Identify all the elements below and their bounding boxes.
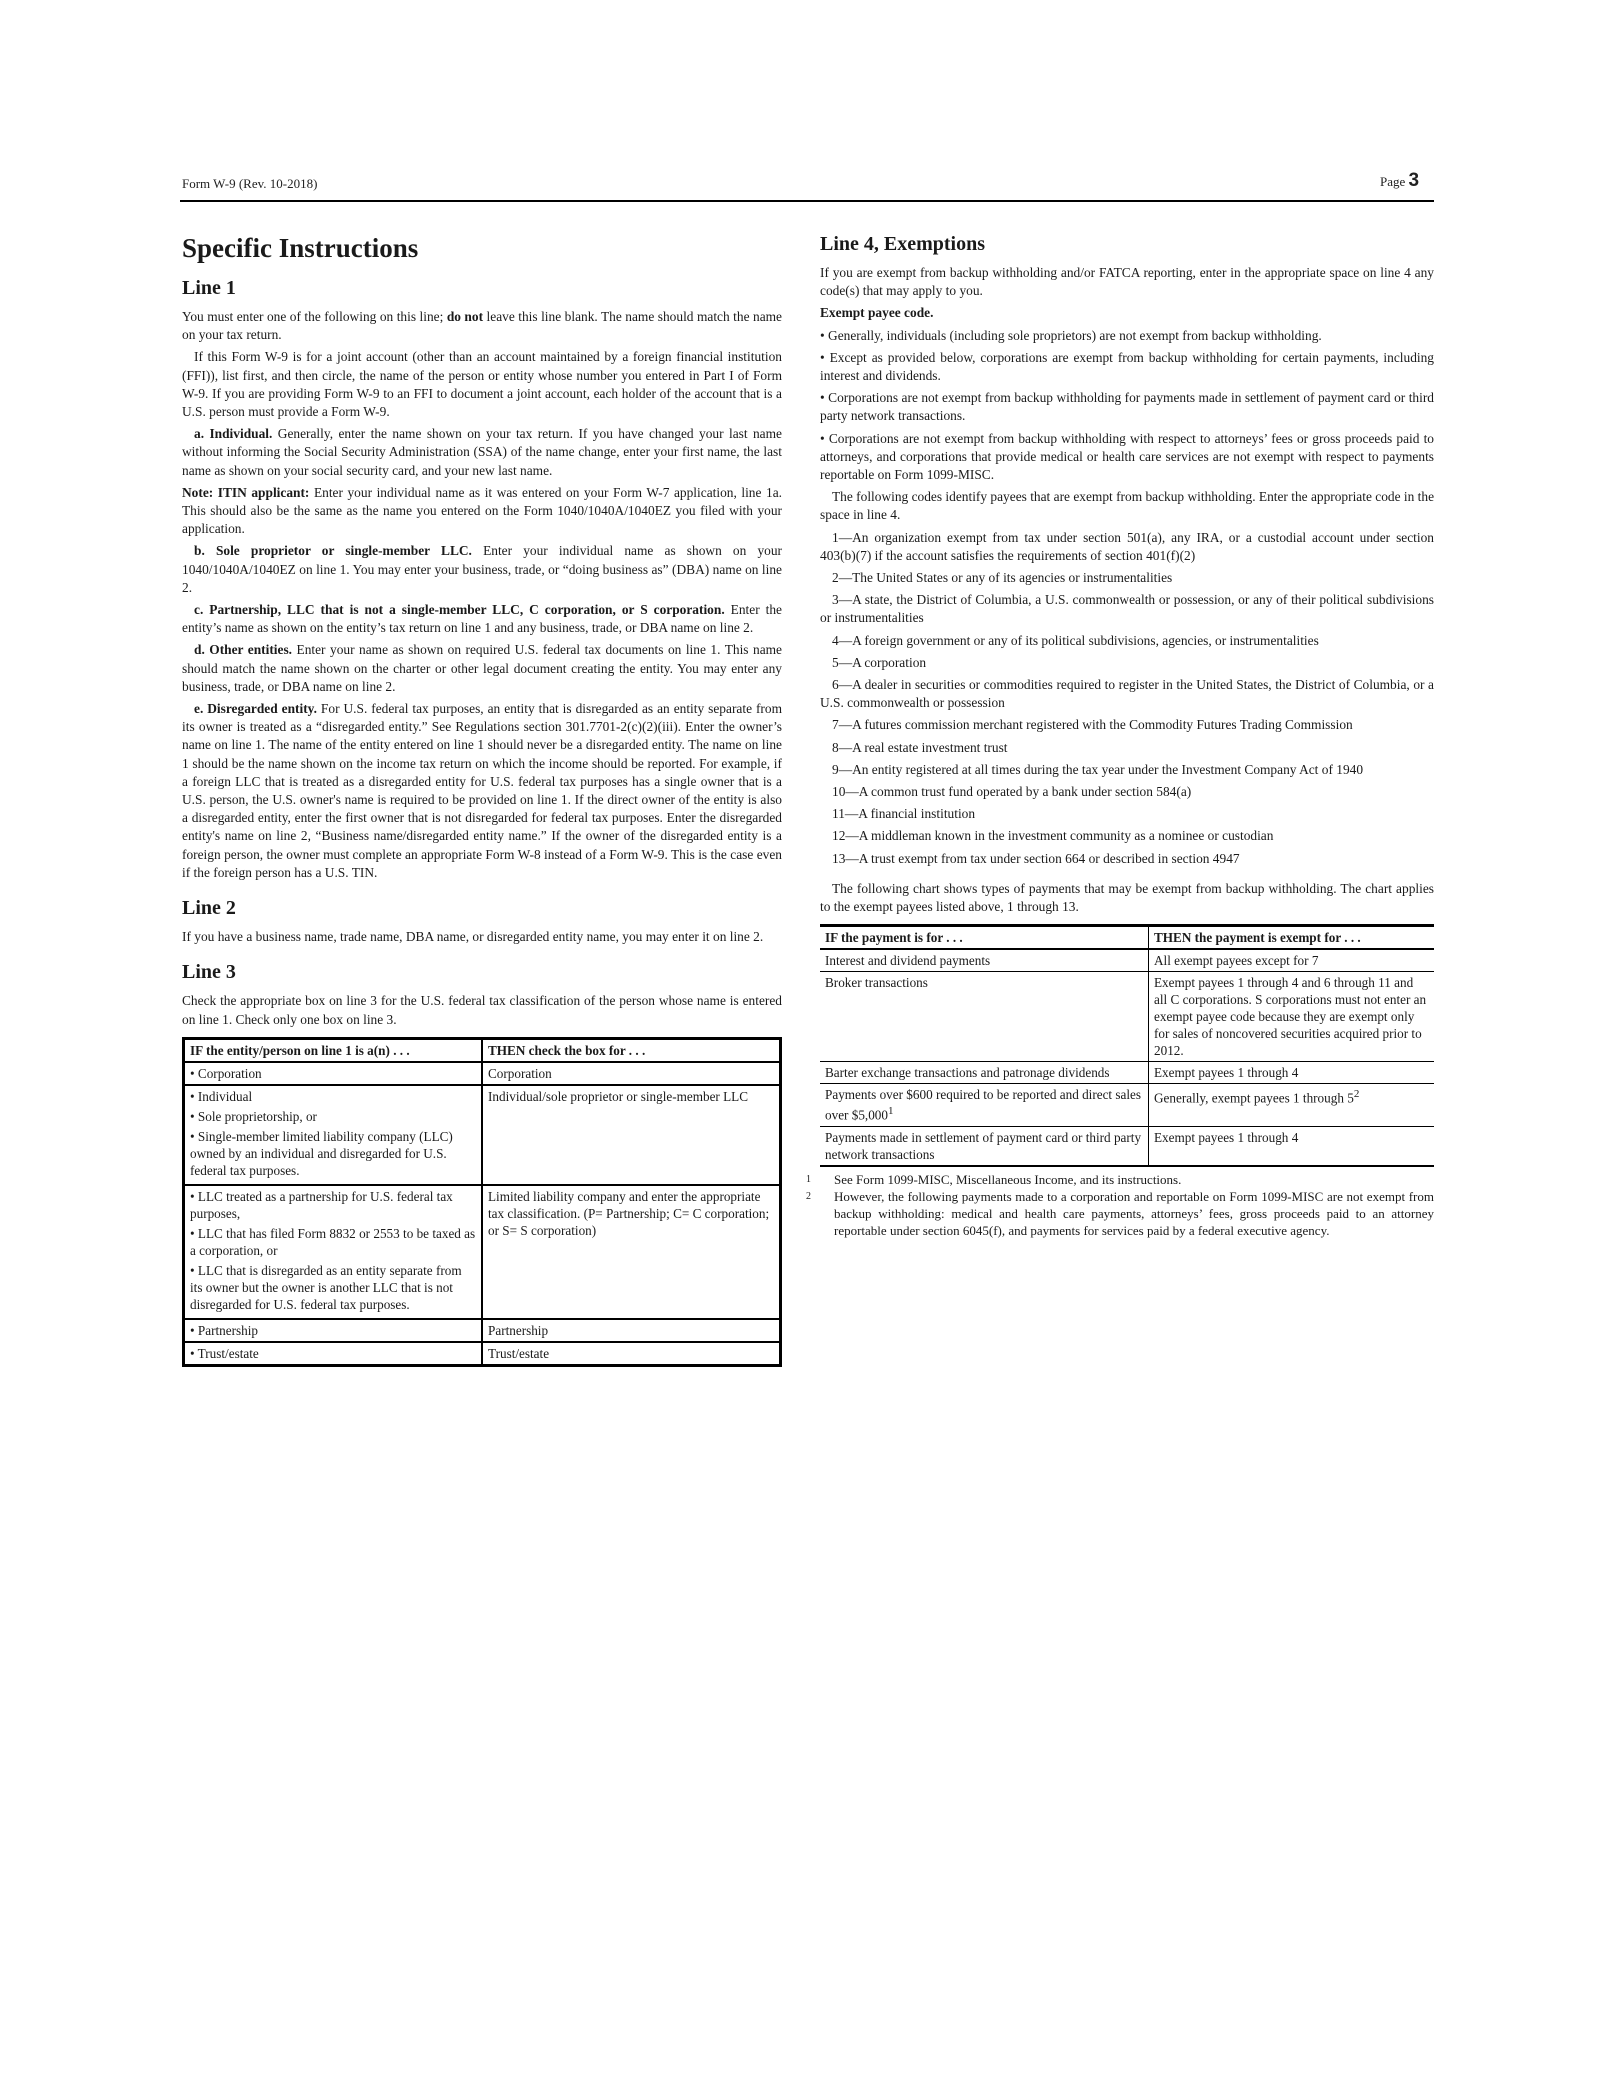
line1-disregarded-entity: e. Disregarded entity. For U.S. federal tax purposes, an entity that is disregarded as an entity separate from its owner is treated as a “disregarded entity.” See Regulations section 301.7701-2(c)(2)(iii). Enter the owner’s name on line 1. The name of the entity entered on line 1 should never be a disregarded entity. The name on line 1 should be the name shown on the income tax return on which the income should be reported. For example, if a foreign LLC that is treated as a disregarded entity for U.S. federal tax purposes has a single owner that is a U.S. person, the U.S. owner's name is required to be provided on line 1. If the direct owner of the entity is also a disregarded entity, enter the first owner that is not disregarded for federal tax purposes. Enter the disregarded entity's name on line 2, “Business name/disregarded entity name.” If the owner of the disregarded entity is a foreign person, the owner must complete an appropriate Form W-8 instead of a Form W-9. This is the case even if the foreign person has a U.S. TIN. — [182, 701, 782, 880]
list-item: 8—A real estate investment trust — [832, 739, 1008, 755]
table-header-cell: THEN check the box for . . . — [482, 1038, 781, 1062]
list-item: 4—A foreign government or any of its political subdivisions, agencies, or instrumentalities — [832, 632, 1319, 648]
footnote-1: 1 See Form 1099-MISC, Miscellaneous Income, and its instructions. — [806, 1171, 1182, 1187]
right-column — [806, 232, 1435, 1239]
table-row — [820, 972, 1434, 1062]
table-cell: Limited liability company and enter the appropriate tax classification. (P= Partnership; C= C corporation; or S= S corporation) — [482, 1185, 781, 1319]
table-cell: Generally, exempt payees 1 through $5^2$ — [1149, 1084, 1435, 1126]
list-item: 10—A common trust fund operated by a bank under section 584(a) — [832, 784, 1192, 800]
page-word: Page — [1380, 174, 1406, 189]
table-cell: • LLC treated as a partnership for U.S. federal tax purposes, • LLC that has filed Form 8832 or 2553 to be taxed as a corporation, or • LLC that is disregarded as an entity separate from its owner but the owner is another LLC that is not disregarded for U.S. federal tax purposes. — [184, 1185, 483, 1319]
table-header-cell: IF the entity/person on line 1 is a(n) . . . — [184, 1038, 483, 1062]
table-cell: Exempt payees 1 through 4 — [1149, 1062, 1435, 1084]
list-item: 12—A middleman known in the investment community as a nominee or custodian — [832, 828, 1274, 844]
table-row — [820, 1084, 1434, 1126]
table-cell: Exempt payees 1 through 4 — [1149, 1126, 1435, 1166]
line1-other-entities: d. Other entities. Enter your name as shown on required U.S. federal tax documents on line 1. This name should match the name shown on the charter or other legal document creating the entity. You may enter any business, trade, or DBA name on line 2. — [182, 642, 783, 694]
header-rule — [180, 200, 1434, 202]
table-cell: Interest and dividend payments — [820, 949, 1149, 972]
table-cell: Exempt payees 1 through 4 and 6 through 11 and all C corporations. S corporations must not enter an exempt payee code because they are exempt only for sales of noncovered securities acquired prior to 2012. — [1149, 972, 1435, 1062]
line3-classification-table — [182, 1037, 782, 1367]
bullet-item: • Corporations are not exempt from backup withholding for payments made in settlement of payment card or third party network transactions. — [820, 390, 1434, 424]
form-label: Form W-9 (Rev. 10-2018) — [182, 176, 318, 191]
exempt-payee-code-label: Exempt payee code. — [820, 305, 934, 321]
list-item: 11—A financial institution — [832, 806, 976, 822]
table-row — [184, 1342, 781, 1366]
list-item: 13—A trust exempt from tax under section 664 or described in section 4947 — [832, 850, 1240, 866]
line2-text: If you have a business name, trade name, DBA name, or disregarded entity name, you may enter it on line 2. — [182, 929, 764, 945]
table-cell: • Partnership — [184, 1319, 483, 1342]
table-cell: Corporation — [482, 1062, 781, 1085]
table-row — [184, 1085, 781, 1185]
line1-partnership: c. Partnership, LLC that is not a single-member LLC, C corporation, or S corporation. Enter the entity’s name as shown on the entity’s tax return on line 1 and any business, trade, or DBA name on line 2. — [182, 602, 782, 636]
payment-exemption-table — [820, 924, 1434, 1166]
table-cell: • Corporation — [184, 1062, 483, 1085]
table-cell: Payments over $600 required to be reported and direct sales over $5,000$^1$ — [820, 1084, 1149, 1126]
list-item: 3—A state, the District of Columbia, a U.S. commonwealth or possession, or any of their political subdivisions or instrumentalities — [820, 592, 1434, 626]
line2-heading: Line 2 — [182, 897, 236, 920]
table-cell: • Trust/estate — [184, 1342, 483, 1366]
bullet-item: • Corporations are not exempt from backup withholding with respect to attorneys’ fees or gross proceeds paid to attorneys, and corporations that provide medical or health care services are not exempt with respect to payments reportable on Form 1099-MISC. — [820, 430, 1434, 483]
list-item: 5—A corporation — [832, 654, 927, 670]
list-item: 1—An organization exempt from tax under section 501(a), any IRA, or a custodial account under section 403(b)(7) if the account satisfies the requirements of section 401(f)(2) — [820, 529, 1434, 563]
codes-intro: The following codes identify payees that are exempt from backup withholding. Enter the appropriate code in the space in line 4. — [820, 489, 1435, 523]
table-cell: Payments made in settlement of payment card or third party network transactions — [820, 1126, 1149, 1166]
line3-heading: Line 3 — [182, 961, 236, 984]
table-header-row — [820, 926, 1434, 950]
table-cell: Broker transactions — [820, 972, 1149, 1062]
table-cell: Trust/estate — [482, 1342, 781, 1366]
table-row — [820, 1062, 1434, 1084]
bullet-item: • Except as provided below, corporations are exempt from backup withholding for certain payments, including interest and dividends. — [820, 349, 1434, 384]
left-column — [182, 232, 782, 1367]
table-cell: Individual/sole proprietor or single-member LLC — [482, 1085, 781, 1185]
list-item: 6—A dealer in securities or commodities required to register in the United States, the District of Columbia, or a U.S. commonwealth or possession — [820, 677, 1434, 711]
footnote-2: 2 However, the following payments made to a corporation and reportable on Form 1099-MISC are not exempt from backup withholding: medical and health care payments, attorneys’ fees, gross proceeds paid to an attorney reportable under section 6045(f), and payments for services paid by a federal executive agency. — [806, 1188, 1434, 1238]
line1-heading: Line 1 — [182, 277, 236, 299]
line1-intro: You must enter one of the following on this line; do not leave this line blank. The name should match the name on your tax return. — [182, 309, 783, 343]
footnotes — [806, 1171, 1434, 1239]
table-row — [184, 1185, 781, 1319]
table-row — [820, 949, 1434, 972]
table-cell: Partnership — [482, 1319, 781, 1342]
page-number — [1380, 170, 1419, 192]
table-cell: • Individual • Sole proprietorship, or • Single-member limited liability company (LLC) owned by an individual and disregarded for U.S. federal tax purposes. — [184, 1085, 483, 1185]
list-item: 9—An entity registered at all times during the tax year under the Investment Company Act of 1940 — [832, 761, 1364, 777]
table-row — [184, 1062, 781, 1085]
table-row — [820, 1126, 1434, 1166]
exempt-codes-list — [820, 529, 1434, 868]
specific-instructions-title: Specific Instructions — [182, 233, 419, 263]
bullet-item: • Generally, individuals (including sole proprietors) are not exempt from backup withholding. — [820, 327, 1322, 343]
table-header-cell: IF the payment is for . . . — [820, 926, 1149, 950]
page-num: 3 — [1408, 170, 1420, 191]
line1-sole-proprietor: b. Sole proprietor or single-member LLC. Enter your individual name as shown on your 1040/1040A/1040EZ on line 1. You may enter your business, trade, or “doing business as” (DBA) name on line 2. — [182, 543, 782, 595]
table-cell: All exempt payees except for 7 — [1149, 949, 1435, 972]
line1-individual: a. Individual. Generally, enter the name shown on your tax return. If you have changed your last name without informing the Social Security Administration (SSA) of the name change, enter your first name, the last name as shown on your social security card, and your new last name. — [182, 426, 782, 478]
list-item: 7—A futures commission merchant registered with the Commodity Futures Trading Commission — [832, 717, 1353, 733]
line3-text: Check the appropriate box on line 3 for the U.S. federal tax classification of the person whose name is entered on line 1. Check only one box on line 3. — [182, 993, 782, 1027]
line1-joint-account: If this Form W-9 is for a joint account (other than an account maintained by a foreign financial institution (FFI)), list first, and then circle, the name of the person or entity whose number you entered in Part I of Form W-9. If you are providing Form W-9 to an FFI to document a joint account, each holder of the account that is a U.S. person must provide a Form W-9. — [182, 349, 782, 420]
list-item: 2—The United States or any of its agencies or instrumentalities — [832, 570, 1173, 586]
line1-itin-note: Note: ITIN applicant: Enter your individual name as it was entered on your Form W-7 application, line 1a. This should also be the same as the name you entered on the Form 1040/1040A/1040EZ you filed with your application. — [182, 484, 782, 537]
chart-intro: The following chart shows types of payments that may be exempt from backup withholding. The chart applies to the exempt payees listed above, 1 through 13. — [820, 880, 1434, 915]
table-header-row — [184, 1038, 781, 1062]
line4-intro: If you are exempt from backup withholding and/or FATCA reporting, enter in the appropriate space on line 4 any code(s) that may apply to you. — [820, 265, 1434, 299]
table-cell: Barter exchange transactions and patronage dividends — [820, 1062, 1149, 1084]
table-header-cell: THEN the payment is exempt for . . . — [1149, 926, 1435, 950]
line4-heading: Line 4, Exemptions — [820, 233, 986, 255]
table-row — [184, 1319, 781, 1342]
